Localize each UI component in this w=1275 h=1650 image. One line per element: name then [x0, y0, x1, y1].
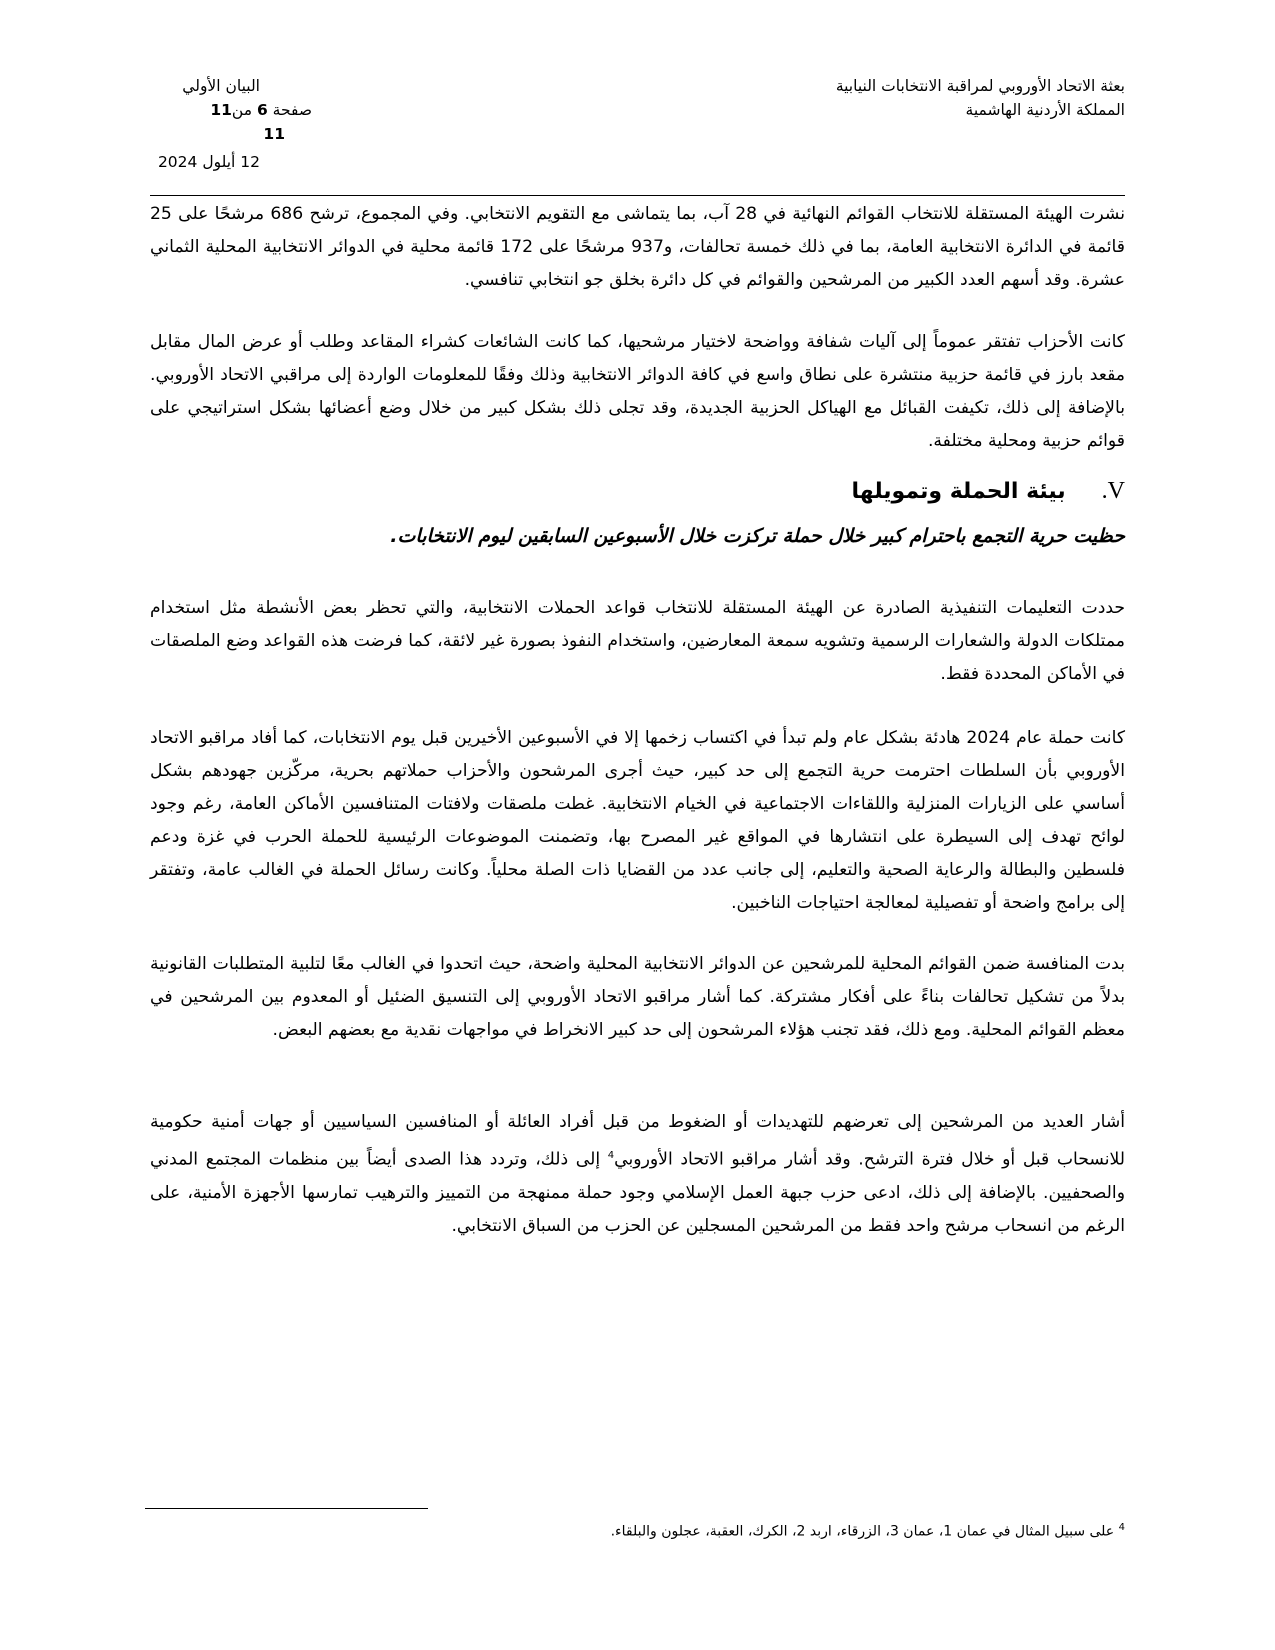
header-divider — [150, 195, 1125, 196]
paragraph-party-selection: كانت الأحزاب تفتقر عموماً إلى آليات شفافة وواضحة لاختيار مرشحيها، كما كانت الشائعات كشراء المقاعد وطلب أو عرض المال مقابل مقعد بارز في قائمة حزبية منتشرة على نطاق واسع في كافة الدوائر الانتخابية وذلك وفقًا للمعلومات الواردة إلى مراقبي الاتحاد الأوروبي. بالإضافة إلى ذلك، تكيفت القبائل مع الهياكل الحزبية الجديدة، وقد تجلى ذلك بشكل كبير من خلال وضع أعضائها بشكل استراتيجي على قوائم حزبية ومحلية مختلفة. — [150, 332, 1125, 451]
country-name: المملكة الأردنية الهاشمية — [965, 101, 1125, 119]
paragraph-threats — [150, 1106, 1125, 1243]
footnote-divider — [145, 1508, 428, 1509]
header-organization — [725, 74, 1125, 122]
paragraph-campaign-rules: حددت التعليمات التنفيذية الصادرة عن الهيئة المستقلة للانتخاب قواعد الحملات الانتخابية، والتي تحظر بعض الأنشطة مثل استخدام ممتلكات الدولة والشعارات الرسمية وتشويه سمعة المعارضين، واستخدام النفوذ بصورة غير لائقة، كما فرضت هذه القواعد وضع الملصقات في الأماكن المحددة فقط. — [150, 598, 1125, 684]
org-name: بعثة الاتحاد الأوروبي لمراقبة الانتخابات النيابية — [835, 77, 1125, 95]
header-doc-info — [150, 74, 320, 174]
page-current: 6 — [256, 101, 268, 119]
paragraph-threats-part1: أشار العديد من المرشحين إلى تعرضهم للتهديدات أو الضغوط من قبل أفراد العائلة أو المنافسين السياسيين أو جهات أمنية حكومية للانسحاب قبل أو خلال فترة الترشح. وقد أشار مراقبو الاتحاد الأوروبي — [150, 1112, 1125, 1170]
footnote-marker: 4 — [1118, 1522, 1125, 1533]
page-total-repeat: 11 — [263, 125, 285, 143]
page-number — [150, 98, 320, 122]
footnote-text: على سبيل المثال في عمان 1، عمان 3، الزرقاء، اربد 2، الكرك، العقبة، عجلون والبلقاء. — [610, 1523, 1119, 1540]
doc-type: البيان الأولي — [182, 77, 260, 95]
page-total: 11 — [210, 101, 232, 119]
doc-date: 12 أيلول 2024 — [157, 153, 260, 171]
footnote — [425, 1522, 1125, 1540]
page-label: صفحة — [272, 101, 312, 119]
paragraph-candidate-lists: نشرت الهيئة المستقلة للانتخاب القوائم النهائية في 28 آب، بما يتماشى مع التقويم الانتخابي. وفي المجموع، ترشح 686 مرشحًا على 25 قائمة في الدائرة الانتخابية العامة، بما في ذلك خمسة تحالفات، و937 مرشحًا على 172 قائمة محلية في الدوائر الانتخابية المحلية الثماني عشرة. وقد أسهم العدد الكبير من المرشحين والقوائم في كل دائرة بخلق جو انتخابي تنافسي. — [150, 204, 1126, 290]
section-number: V. — [1101, 478, 1125, 504]
section-heading — [852, 478, 1125, 505]
section-summary: حظيت حرية التجمع باحترام كبير خلال حملة تركزت خلال الأسبوعين السابقين ليوم الانتخابات. — [390, 525, 1125, 547]
page-of: من — [231, 101, 252, 119]
section-title: بيئة الحملة وتمويلها — [851, 479, 1066, 504]
footnote-reference[interactable]: 4 — [607, 1150, 615, 1161]
paragraph-local-competition: بدت المنافسة ضمن القوائم المحلية للمرشحين عن الدوائر الانتخابية المحلية واضحة، حيث اتحدوا في الغالب معًا لتلبية المتطلبات القانونية بدلاً من تشكيل تحالفات بناءً على أفكار مشتركة. كما أشار مراقبو الاتحاد الأوروبي إلى التنسيق الضئيل أو المعدوم بين المرشحين في معظم القوائم المحلية. ومع ذلك، فقد تجنب هؤلاء المرشحون إلى حد كبير الانخراط في مواجهات نقدية مع بعضهم البعض. — [150, 954, 1125, 1040]
paragraph-threats-part2: إلى ذلك، وتردد هذا الصدى أيضاً بين منظمات المجتمع المدني والصحفيين. بالإضافة إلى ذلك، ادعى حزب جبهة العمل الإسلامي وجود حملة ممنهجة من التمييز والترهيب تمارسها الأجهزة الأمنية، على الرغم من انسحاب مرشح واحد فقط من المرشحين المسجلين عن الحزب من السباق الانتخابي. — [150, 1149, 1125, 1236]
paragraph-campaign-2024: كانت حملة عام 2024 هادئة بشكل عام ولم تبدأ في اكتساب زخمها إلا في الأسبوعين الأخيرين قبل يوم الانتخابات، كما أفاد مراقبو الاتحاد الأوروبي بأن السلطات احترمت حرية التجمع إلى حد كبير، حيث أجرى المرشحون والأحزاب حملاتهم بحرية، مركّزين جهودهم بشكل أساسي على الزيارات المنزلية واللقاءات الاجتماعية في الخيام الانتخابية. غطت ملصقات ولافتات المتنافسين الأماكن العامة، رغم وجود لوائح تهدف إلى السيطرة على انتشارها في المواقع غير المصرح بها، وتضمنت الموضوعات الرئيسية للحملة الحرب في غزة ودعم فلسطين والبطالة والرعاية الصحية والتعليم، إلى جانب عدد من القضايا ذات الصلة محلياً. وكانت رسائل الحملة في الغالب عامة، وتفتقر إلى برامج واضحة أو تفصيلية لمعالجة احتياجات الناخبين. — [150, 728, 1125, 913]
